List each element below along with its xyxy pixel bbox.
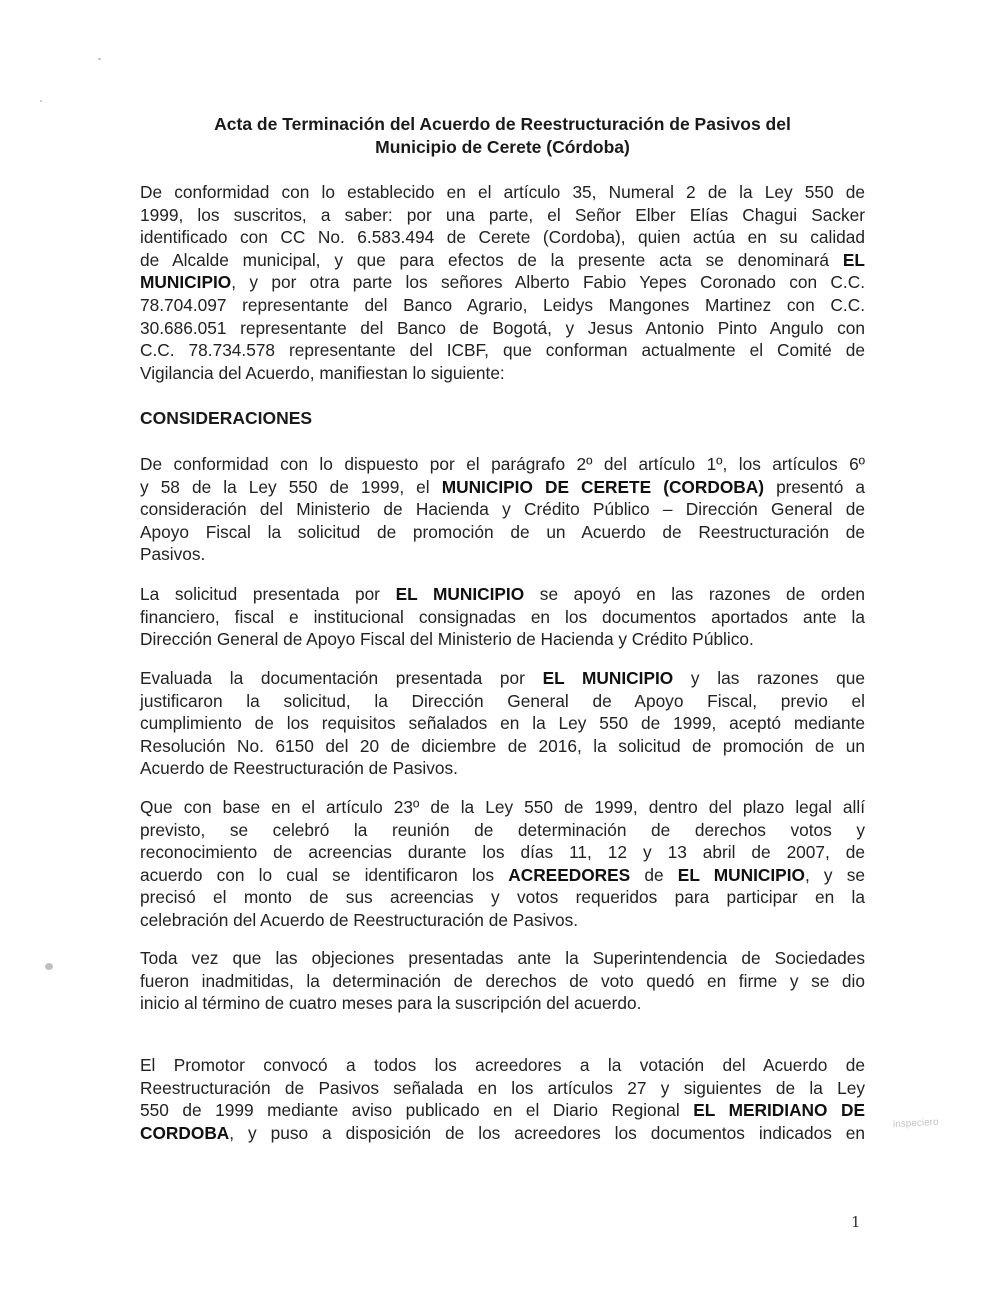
text-line: La solicitud presentada por EL MUNICIPIO se apoyó en las razones de orden [140, 584, 866, 604]
text-line: identificado con CC No. 6.583.494 de Cerete (Cordoba), quien actúa en su calidad [140, 227, 865, 248]
scan-speck [40, 100, 42, 102]
text-line: financiero, fiscal e institucional consignadas en los documentos aportados ante la [140, 606, 865, 627]
paragraph-4 [140, 796, 865, 932]
text-line: Apoyo Fiscal la solicitud de promoción de un Acuerdo de Reestructuración de [140, 521, 865, 542]
text-line: Dirección General de Apoyo Fiscal del Ministerio de Hacienda y Crédito Público. [140, 629, 754, 650]
text-line: Evaluada la documentación presentada por EL MUNICIPIO y las razones que [140, 668, 866, 688]
text-line: Que con base en el artículo 23º de la Ley 550 de 1999, dentro del plazo legal allí [140, 797, 865, 817]
faint-stamp-mark: inspeciero [892, 1116, 939, 1131]
text-line: Vigilancia del Acuerdo, manifiestan lo siguiente: [140, 362, 505, 383]
title-line: Acta de Terminación del Acuerdo de Reestructuración de Pasivos del [214, 114, 791, 134]
text-line: De conformidad con lo dispuesto por el parágrafo 2º del artículo 1º, los artículos 6º [140, 454, 865, 474]
text-line: consideración del Ministerio de Hacienda y Crédito Público – Dirección General de [140, 499, 865, 520]
text-line: cumplimiento de los requisitos señalados en la Ley 550 de 1999, aceptó mediante [140, 713, 865, 734]
paragraph-1 [140, 453, 865, 566]
text-line: y 58 de la Ley 550 de 1999, el MUNICIPIO DE CERETE (CORDOBA) presentó a [140, 476, 865, 497]
text-line: Acuerdo de Reestructuración de Pasivos. [140, 758, 458, 779]
text-line: Reestructuración de Pasivos señalada en los artículos 27 y siguientes de la Ley [140, 1077, 865, 1098]
paragraph-2 [140, 583, 865, 651]
scan-speck [98, 58, 101, 60]
text-line: inicio al término de cuatro meses para la suscripción del acuerdo. [140, 993, 642, 1014]
text-line: acuerdo con lo cual se identificaron los ACREEDORES de EL MUNICIPIO, y se [140, 864, 865, 885]
text-line: precisó el monto de sus acreencias y votos requeridos para participar en la [140, 887, 865, 908]
text-line: previsto, se celebró la reunión de determinación de derechos votos y [140, 819, 865, 840]
text-line: fueron inadmitidas, la determinación de derechos de voto quedó en firme y se dio [140, 970, 865, 991]
title-line: Municipio de Cerete (Córdoba) [375, 137, 630, 157]
text-line: 1999, los suscritos, a saber: por una parte, el Señor Elber Elías Chagui Sacker [140, 204, 865, 225]
text-line: 30.686.051 representante del Banco de Bogotá, y Jesus Antonio Pinto Angulo con [140, 317, 865, 338]
text-line: justificaron la solicitud, la Dirección General de Apoyo Fiscal, previo el [140, 690, 865, 711]
bold-term: MUNICIPIO [140, 272, 232, 293]
scan-speck [45, 963, 53, 970]
paragraph-3 [140, 667, 865, 780]
bold-term: EL MERIDIANO DE [693, 1100, 866, 1121]
text-line: El Promotor convocó a todos los acreedores a la votación del Acuerdo de [140, 1055, 865, 1075]
bold-term: EL MUNICIPIO [395, 584, 525, 604]
bold-term: MUNICIPIO DE CERETE (CORDOBA) [441, 476, 764, 497]
bold-term: CORDOBA [140, 1122, 230, 1143]
text-line: 550 de 1999 mediante aviso publicado en el Diario Regional EL MERIDIANO DE [140, 1100, 866, 1121]
text-line: Pasivos. [140, 544, 206, 565]
document-title [140, 113, 865, 159]
text-line: Resolución No. 6150 del 20 de diciembre de 2016, la solicitud de promoción de un [140, 735, 865, 756]
intro-paragraph [140, 181, 865, 384]
bold-term: EL MUNICIPIO [542, 668, 674, 688]
text-line: MUNICIPIO, y por otra parte los señores Alberto Fabio Yepes Coronado con C.C. [140, 272, 865, 293]
text-line: 78.704.097 representante del Banco Agrario, Leidys Mangones Martinez con C.C. [140, 294, 865, 315]
bold-term: EL [842, 249, 865, 270]
text-line: C.C. 78.734.578 representante del ICBF, que conforman actualmente el Comité de [140, 340, 865, 361]
paragraph-5 [140, 947, 865, 1015]
paragraph-6 [140, 1054, 865, 1144]
text-line: de Alcalde municipal, y que para efectos de la presente acta se denominará EL [140, 249, 865, 270]
section-heading: CONSIDERACIONES [140, 408, 313, 428]
bold-term: ACREEDORES [508, 864, 631, 885]
text-line: De conformidad con lo establecido en el artículo 35, Numeral 2 de la Ley 550 de [140, 182, 865, 202]
text-line: CORDOBA, y puso a disposición de los acreedores los documentos indicados en [140, 1122, 865, 1143]
bold-term: EL MUNICIPIO [677, 864, 805, 885]
text-line: reconocimiento de acreencias durante los días 11, 12 y 13 abril de 2007, de [140, 842, 865, 863]
page-number: 1 [851, 1213, 861, 1231]
text-line: celebración del Acuerdo de Reestructuración de Pasivos. [140, 909, 579, 930]
text-line: Toda vez que las objeciones presentadas ante la Superintendencia de Sociedades [140, 948, 865, 968]
